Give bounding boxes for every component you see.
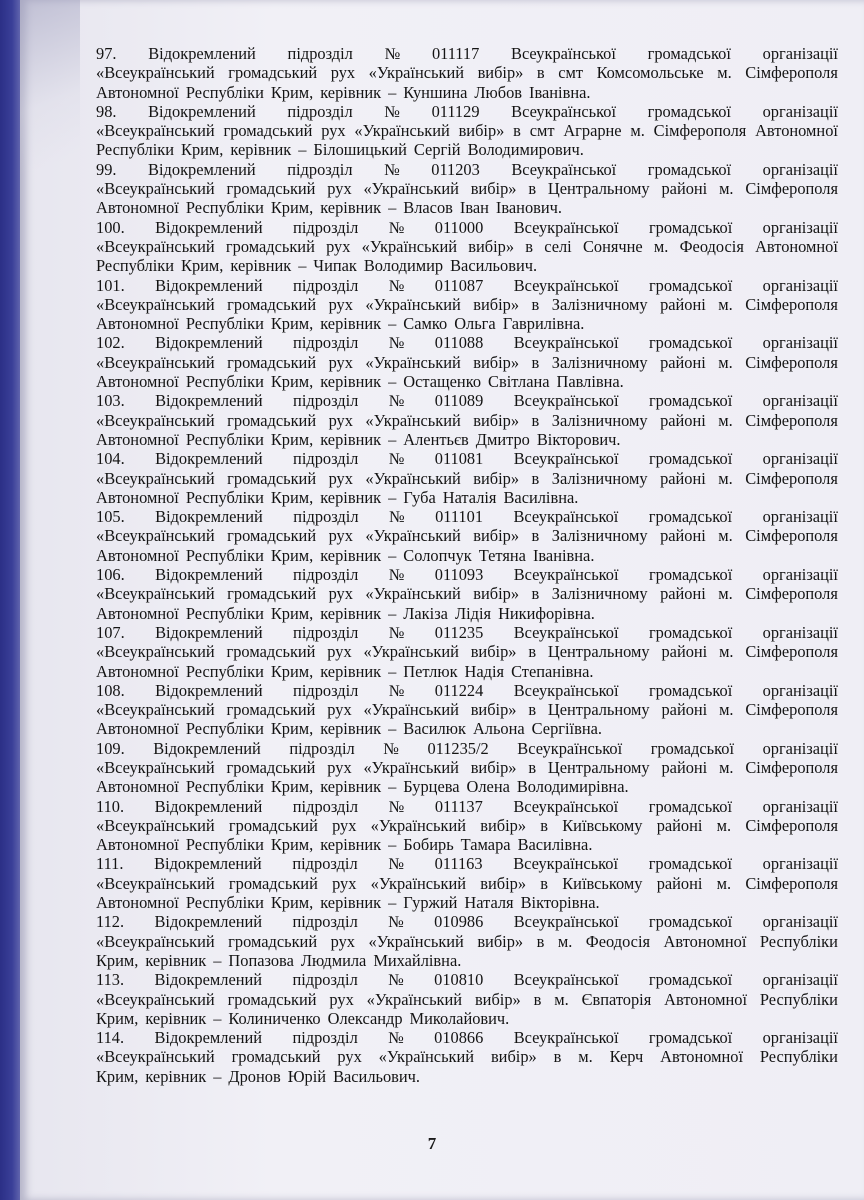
list-item [96,102,838,160]
text-line: 108. Відокремлений підрозділ № 011224 Всеукраїнської громадської організації [96,680,838,700]
text-line: «Всеукраїнський громадський рух «Український вибір» в Залізничному районі м. Сімферополя [96,352,838,372]
text-line: 98. Відокремлений підрозділ № 011129 Всеукраїнської громадської організації [96,101,838,121]
text-line: 111. Відокремлений підрозділ № 011163 Всеукраїнської громадської організації [96,854,838,874]
text-line: Автономної Республіки Крим, керівник – Бобирь Тамара Василівна. [96,835,593,855]
text-line: 110. Відокремлений підрозділ № 011137 Всеукраїнської громадської організації [96,796,838,816]
text-line: «Всеукраїнський громадський рух «Український вибір» в Київському районі м. Сімферополя [96,873,838,893]
text-line: 97. Відокремлений підрозділ № 011117 Всеукраїнської громадської організації [96,44,838,63]
text-line: «Всеукраїнський громадський рух «Український вибір» в Залізничному районі м. Сімферополя [96,584,838,604]
list-item [96,623,838,681]
text-line: «Всеукраїнський громадський рух «Український вибір» в м. Феодосія Автономної Республіки [96,931,838,951]
text-line: 109. Відокремлений підрозділ № 011235/2 Всеукраїнської громадської організації [96,738,838,758]
list-item [96,854,838,912]
text-line: «Всеукраїнський громадський рух «Український вибір» в Київському районі м. Сімферополя [96,815,838,835]
text-line: Крим, керівник – Колиниченко Олександр Миколайович. [96,1008,510,1028]
text-line: Крим, керівник – Попазова Людмила Михайлівна. [96,950,462,970]
list-item [96,44,838,102]
text-line: Автономної Республіки Крим, керівник – Петлюк Надія Степанівна. [96,661,594,681]
text-line: 104. Відокремлений підрозділ № 011081 Всеукраїнської громадської організації [96,449,838,469]
text-line: 107. Відокремлений підрозділ № 011235 Всеукраїнської громадської організації [96,622,838,642]
text-line: Автономної Республіки Крим, керівник – Губа Наталія Василівна. [96,487,579,507]
text-line: Республіки Крим, керівник – Чипак Володимир Васильович. [96,256,538,276]
list-item [96,1028,838,1086]
text-line: «Всеукраїнський громадський рух «Український вибір» в Залізничному районі м. Сімферополя [96,410,838,430]
text-line: 113. Відокремлений підрозділ № 010810 Всеукраїнської громадської організації [96,970,838,990]
list-item [96,681,838,739]
list-item [96,507,838,565]
list-item [96,912,838,970]
text-line: 102. Відокремлений підрозділ № 011088 Всеукраїнської громадської організації [96,333,838,353]
list-item [96,391,838,449]
text-line: «Всеукраїнський громадський рух «Український вибір» в Центральному районі м. Сімферополя [96,642,838,662]
text-line: Автономної Республіки Крим, керівник – Гуржий Наталя Вікторівна. [96,893,600,913]
text-line: Автономної Республіки Крим, керівник – Власов Іван Іванович. [96,198,562,218]
scanner-edge [0,0,22,1200]
text-line: Республіки Крим, керівник – Білошицький Сергій Володимирович. [96,140,584,160]
text-line: 99. Відокремлений підрозділ № 011203 Всеукраїнської громадської організації [96,159,838,179]
text-line: Автономної Республіки Крим, керівник – Остащенко Світлана Павлівна. [96,372,624,392]
text-line: 103. Відокремлений підрозділ № 011089 Всеукраїнської громадської організації [96,391,838,411]
list-item [96,739,838,797]
text-line: «Всеукраїнський громадський рух «Український вибір» в смт Комсомольське м. Сімферополя [96,63,838,83]
list-item [96,565,838,623]
text-line: 114. Відокремлений підрозділ № 010866 Всеукраїнської громадської організації [96,1028,838,1048]
text-line: «Всеукраїнський громадський рух «Український вибір» в Залізничному районі м. Сімферополя [96,294,838,314]
text-line: Автономної Республіки Крим, керівник – Бурцева Олена Володимирівна. [96,777,629,797]
list-item [96,333,838,391]
text-line: Автономної Республіки Крим, керівник – Солопчук Тетяна Іванівна. [96,545,595,565]
text-line: Автономної Республіки Крим, керівник – Лакіза Лідія Никифорівна. [96,603,595,623]
text-line: 106. Відокремлений підрозділ № 011093 Всеукраїнської громадської організації [96,565,838,585]
text-line: «Всеукраїнський громадський рух «Український вибір» в Центральному районі м. Сімферополя [96,179,838,199]
text-line: 101. Відокремлений підрозділ № 011087 Всеукраїнської громадської організації [96,275,838,295]
list-item [96,160,838,218]
text-line: «Всеукраїнський громадський рух «Український вибір» в Залізничному районі м. Сімферополя [96,468,838,488]
text-line: Автономної Республіки Крим, керівник – Куншина Любов Іванівна. [96,82,591,102]
list-item [96,218,838,276]
text-line: «Всеукраїнський громадський рух «Український вибір» в Центральному районі м. Сімферополя [96,757,838,777]
text-line: «Всеукраїнський громадський рух «Український вибір» в Залізничному районі м. Сімферополя [96,526,838,546]
text-line: 112. Відокремлений підрозділ № 010986 Всеукраїнської громадської організації [96,912,838,932]
text-line: «Всеукраїнський громадський рух «Український вибір» в смт Аграрне м. Сімферополя Автономної [96,121,838,141]
subdivision-list [96,44,838,1086]
list-item [96,449,838,507]
list-item [96,276,838,334]
text-line: 105. Відокремлений підрозділ № 011101 Всеукраїнської громадської організації [96,507,838,527]
text-line: «Всеукраїнський громадський рух «Український вибір» в м. Євпаторія Автономної Республіки [96,989,838,1009]
text-line: 100. Відокремлений підрозділ № 011000 Всеукраїнської громадської організації [96,217,838,237]
text-line: «Всеукраїнський громадський рух «Український вибір» в м. Керч Автономної Республіки [96,1047,838,1067]
page-number: 7 [427,1134,437,1153]
list-item [96,797,838,855]
list-item [96,970,838,1028]
text-line: Автономної Республіки Крим, керівник – Самко Ольга Гаврилівна. [96,314,585,334]
text-line: Автономної Республіки Крим, керівник – Алентьєв Дмитро Вікторович. [96,429,621,449]
text-line: «Всеукраїнський громадський рух «Український вибір» в селі Сонячне м. Феодосія Автономної [96,236,838,256]
text-line: Автономної Республіки Крим, керівник – Василюк Альона Сергіївна. [96,719,602,739]
text-line: Крим, керівник – Дронов Юрій Васильович. [96,1066,421,1086]
text-line: «Всеукраїнський громадський рух «Український вибір» в Центральному районі м. Сімферополя [96,700,838,720]
